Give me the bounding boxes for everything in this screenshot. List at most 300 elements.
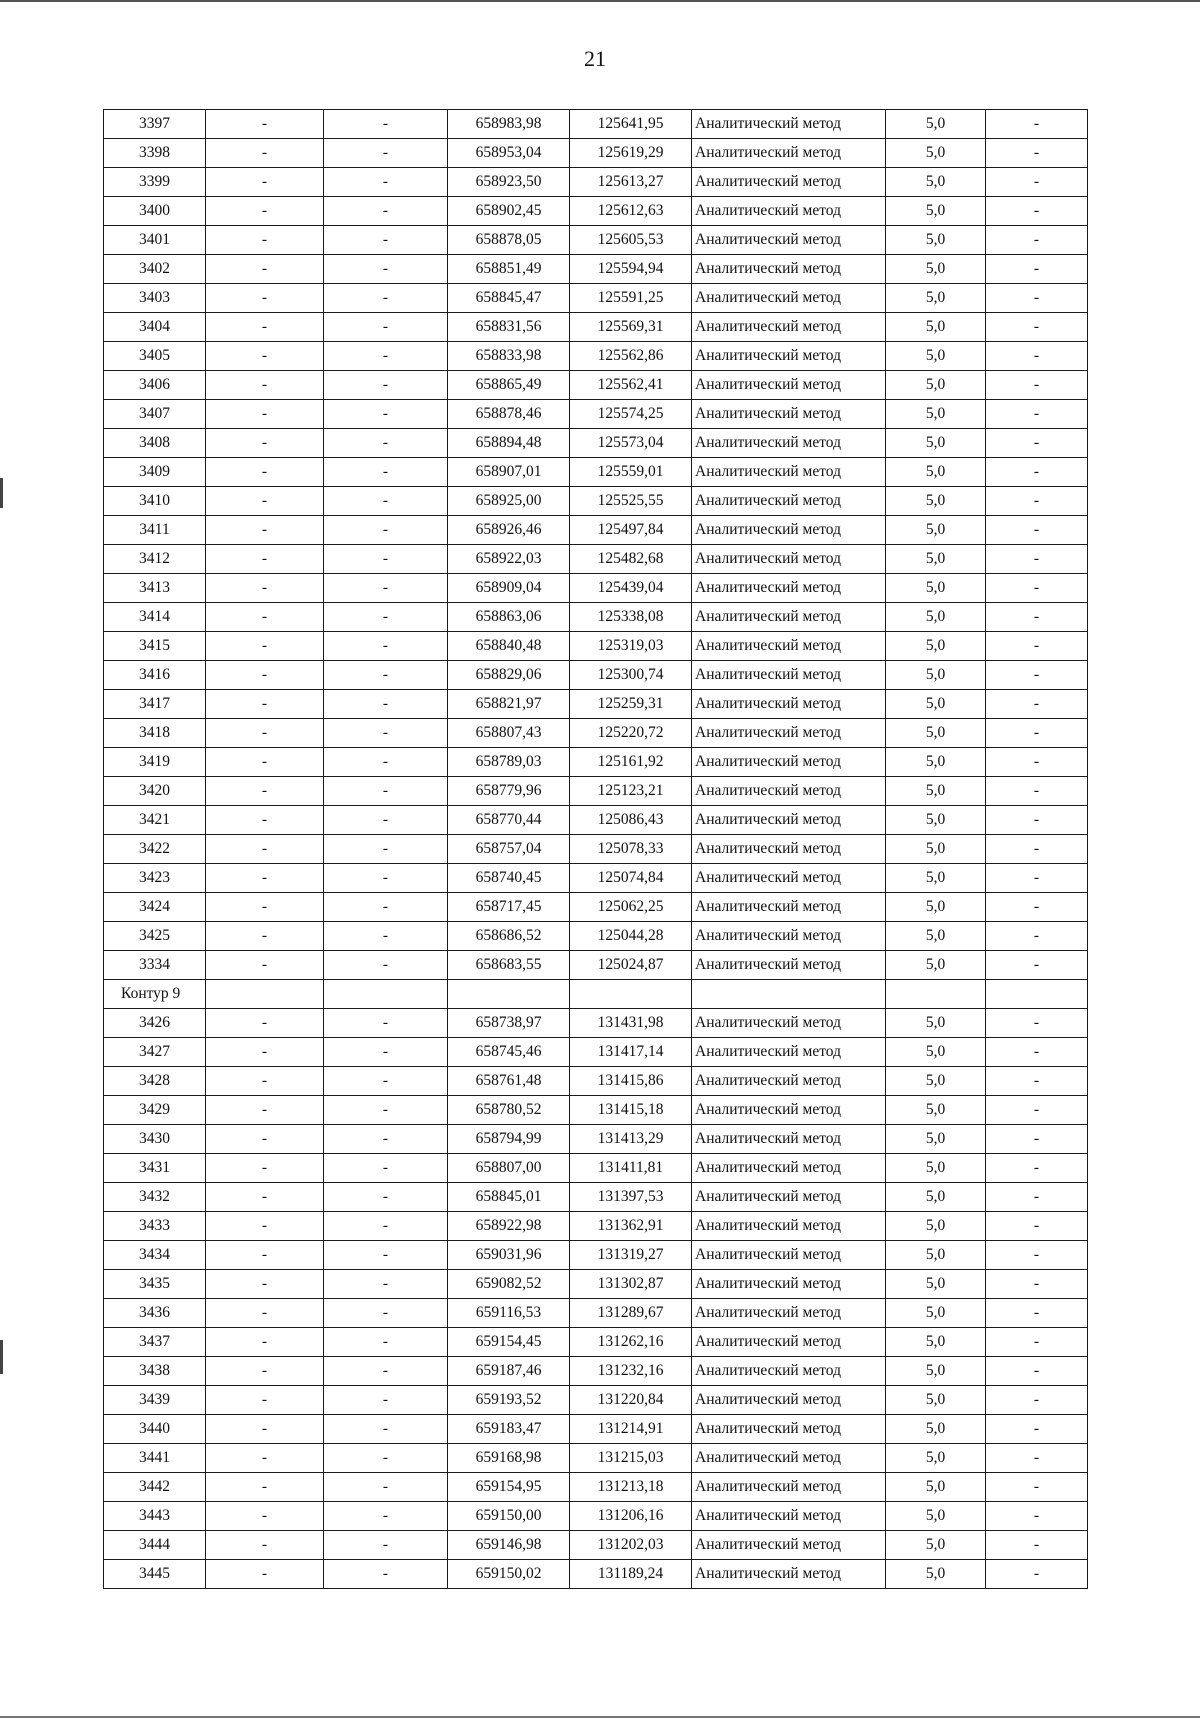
empty-value-cell: - [206, 284, 324, 313]
section-label: Контур 9 [104, 980, 206, 1009]
point-number-cell: 3402 [104, 255, 206, 284]
empty-value-cell: - [206, 1531, 324, 1560]
point-number-cell: 3425 [104, 922, 206, 951]
point-number-cell: 3417 [104, 690, 206, 719]
accuracy-cell: 5,0 [886, 1560, 986, 1589]
table-row [104, 1560, 1088, 1589]
table-row [104, 1183, 1088, 1212]
y-coordinate-cell: 131262,16 [570, 1328, 692, 1357]
empty-value-cell: - [986, 864, 1088, 893]
y-coordinate-cell: 131413,29 [570, 1125, 692, 1154]
empty-value-cell: - [206, 168, 324, 197]
empty-value-cell: - [986, 139, 1088, 168]
y-coordinate-cell: 125591,25 [570, 284, 692, 313]
empty-value-cell: - [206, 1415, 324, 1444]
empty-value-cell: - [206, 487, 324, 516]
table-row [104, 922, 1088, 951]
table-row [104, 429, 1088, 458]
empty-value-cell: - [986, 574, 1088, 603]
empty-value-cell: - [206, 1560, 324, 1589]
accuracy-cell: 5,0 [886, 1096, 986, 1125]
accuracy-cell: 5,0 [886, 574, 986, 603]
empty-value-cell: - [206, 1038, 324, 1067]
empty-value-cell: - [986, 110, 1088, 139]
empty-value-cell: - [324, 1357, 448, 1386]
y-coordinate-cell: 131232,16 [570, 1357, 692, 1386]
point-number-cell: 3414 [104, 603, 206, 632]
empty-value-cell: - [324, 1270, 448, 1299]
empty-value-cell: - [324, 632, 448, 661]
table-row [104, 168, 1088, 197]
coordinates-table [103, 109, 1088, 1589]
x-coordinate-cell: 658794,99 [448, 1125, 570, 1154]
table-row [104, 313, 1088, 342]
method-cell: Аналитический метод [692, 922, 886, 951]
empty-value-cell: - [206, 1009, 324, 1038]
empty-value-cell: - [324, 1212, 448, 1241]
x-coordinate-cell: 658683,55 [448, 951, 570, 980]
x-coordinate-cell: 659168,98 [448, 1444, 570, 1473]
empty-value-cell: - [986, 1386, 1088, 1415]
empty-value-cell: - [324, 1183, 448, 1212]
point-number-cell: 3434 [104, 1241, 206, 1270]
point-number-cell: 3403 [104, 284, 206, 313]
empty-value-cell: - [986, 1531, 1088, 1560]
empty-value-cell: - [324, 1067, 448, 1096]
empty-value-cell: - [206, 1357, 324, 1386]
empty-value-cell: - [324, 1531, 448, 1560]
point-number-cell: 3438 [104, 1357, 206, 1386]
table-row [104, 1038, 1088, 1067]
empty-value-cell: - [206, 342, 324, 371]
method-cell: Аналитический метод [692, 458, 886, 487]
method-cell: Аналитический метод [692, 1299, 886, 1328]
point-number-cell: 3421 [104, 806, 206, 835]
empty-value-cell: - [324, 1415, 448, 1444]
empty-value-cell: - [206, 1125, 324, 1154]
y-coordinate-cell: 125594,94 [570, 255, 692, 284]
point-number-cell: 3404 [104, 313, 206, 342]
empty-value-cell: - [206, 400, 324, 429]
method-cell: Аналитический метод [692, 487, 886, 516]
accuracy-cell: 5,0 [886, 342, 986, 371]
point-number-cell: 3445 [104, 1560, 206, 1589]
accuracy-cell: 5,0 [886, 748, 986, 777]
table-row [104, 1502, 1088, 1531]
accuracy-cell: 5,0 [886, 922, 986, 951]
table-row [104, 284, 1088, 313]
x-coordinate-cell: 658851,49 [448, 255, 570, 284]
point-number-cell: 3419 [104, 748, 206, 777]
empty-value-cell: - [324, 603, 448, 632]
y-coordinate-cell: 131220,84 [570, 1386, 692, 1415]
empty-value-cell: - [206, 255, 324, 284]
table-row [104, 545, 1088, 574]
method-cell: Аналитический метод [692, 1357, 886, 1386]
empty-value-cell: - [324, 487, 448, 516]
table-row [104, 690, 1088, 719]
x-coordinate-cell: 658983,98 [448, 110, 570, 139]
x-coordinate-cell: 659031,96 [448, 1241, 570, 1270]
y-coordinate-cell: 125123,21 [570, 777, 692, 806]
method-cell: Аналитический метод [692, 429, 886, 458]
scan-edge-mark [0, 478, 3, 508]
y-coordinate-cell: 125641,95 [570, 110, 692, 139]
empty-value-cell: - [986, 719, 1088, 748]
table-row [104, 1067, 1088, 1096]
empty-value-cell: - [206, 371, 324, 400]
x-coordinate-cell: 659116,53 [448, 1299, 570, 1328]
empty-value-cell: - [986, 458, 1088, 487]
method-cell: Аналитический метод [692, 400, 886, 429]
table-row [104, 1241, 1088, 1270]
accuracy-cell: 5,0 [886, 429, 986, 458]
empty-value-cell: - [986, 922, 1088, 951]
table-row [104, 516, 1088, 545]
method-cell: Аналитический метод [692, 139, 886, 168]
table-row [104, 777, 1088, 806]
method-cell: Аналитический метод [692, 690, 886, 719]
empty-cell [324, 980, 448, 1009]
empty-value-cell: - [986, 197, 1088, 226]
point-number-cell: 3334 [104, 951, 206, 980]
x-coordinate-cell: 658863,06 [448, 603, 570, 632]
table-row [104, 1154, 1088, 1183]
accuracy-cell: 5,0 [886, 719, 986, 748]
empty-value-cell: - [324, 226, 448, 255]
method-cell: Аналитический метод [692, 603, 886, 632]
y-coordinate-cell: 131397,53 [570, 1183, 692, 1212]
x-coordinate-cell: 658923,50 [448, 168, 570, 197]
y-coordinate-cell: 125562,86 [570, 342, 692, 371]
x-coordinate-cell: 659154,95 [448, 1473, 570, 1502]
method-cell: Аналитический метод [692, 1125, 886, 1154]
x-coordinate-cell: 658821,97 [448, 690, 570, 719]
accuracy-cell: 5,0 [886, 632, 986, 661]
method-cell: Аналитический метод [692, 893, 886, 922]
table-row [104, 835, 1088, 864]
empty-value-cell: - [206, 806, 324, 835]
accuracy-cell: 5,0 [886, 1125, 986, 1154]
table-row [104, 1328, 1088, 1357]
empty-value-cell: - [324, 661, 448, 690]
table-row [104, 1357, 1088, 1386]
x-coordinate-cell: 659187,46 [448, 1357, 570, 1386]
x-coordinate-cell: 658865,49 [448, 371, 570, 400]
empty-value-cell: - [206, 690, 324, 719]
empty-value-cell: - [206, 951, 324, 980]
method-cell: Аналитический метод [692, 1270, 886, 1299]
y-coordinate-cell: 125078,33 [570, 835, 692, 864]
empty-value-cell: - [206, 1502, 324, 1531]
method-cell: Аналитический метод [692, 168, 886, 197]
section-header-row [104, 980, 1088, 1009]
empty-value-cell: - [986, 284, 1088, 313]
point-number-cell: 3410 [104, 487, 206, 516]
accuracy-cell: 5,0 [886, 1270, 986, 1299]
empty-value-cell: - [206, 748, 324, 777]
y-coordinate-cell: 131415,86 [570, 1067, 692, 1096]
empty-value-cell: - [206, 1299, 324, 1328]
point-number-cell: 3426 [104, 1009, 206, 1038]
point-number-cell: 3420 [104, 777, 206, 806]
x-coordinate-cell: 658833,98 [448, 342, 570, 371]
accuracy-cell: 5,0 [886, 835, 986, 864]
empty-value-cell: - [986, 487, 1088, 516]
point-number-cell: 3423 [104, 864, 206, 893]
bottom-scan-border [0, 1716, 1200, 1718]
accuracy-cell: 5,0 [886, 1357, 986, 1386]
table-row [104, 1386, 1088, 1415]
point-number-cell: 3442 [104, 1473, 206, 1502]
x-coordinate-cell: 658845,47 [448, 284, 570, 313]
empty-value-cell: - [986, 632, 1088, 661]
accuracy-cell: 5,0 [886, 545, 986, 574]
empty-value-cell: - [986, 1328, 1088, 1357]
table-body [104, 110, 1088, 1589]
y-coordinate-cell: 125086,43 [570, 806, 692, 835]
method-cell: Аналитический метод [692, 226, 886, 255]
method-cell: Аналитический метод [692, 1009, 886, 1038]
method-cell: Аналитический метод [692, 777, 886, 806]
y-coordinate-cell: 125300,74 [570, 661, 692, 690]
x-coordinate-cell: 659154,45 [448, 1328, 570, 1357]
accuracy-cell: 5,0 [886, 661, 986, 690]
point-number-cell: 3398 [104, 139, 206, 168]
x-coordinate-cell: 659146,98 [448, 1531, 570, 1560]
point-number-cell: 3431 [104, 1154, 206, 1183]
empty-value-cell: - [986, 1560, 1088, 1589]
accuracy-cell: 5,0 [886, 1473, 986, 1502]
method-cell: Аналитический метод [692, 1328, 886, 1357]
method-cell: Аналитический метод [692, 1183, 886, 1212]
empty-value-cell: - [206, 603, 324, 632]
empty-value-cell: - [324, 777, 448, 806]
table-row [104, 893, 1088, 922]
point-number-cell: 3413 [104, 574, 206, 603]
empty-value-cell: - [986, 1067, 1088, 1096]
y-coordinate-cell: 125439,04 [570, 574, 692, 603]
table-row [104, 1531, 1088, 1560]
point-number-cell: 3435 [104, 1270, 206, 1299]
point-number-cell: 3428 [104, 1067, 206, 1096]
empty-value-cell: - [206, 1096, 324, 1125]
empty-value-cell: - [324, 313, 448, 342]
x-coordinate-cell: 658757,04 [448, 835, 570, 864]
empty-cell [206, 980, 324, 1009]
accuracy-cell: 5,0 [886, 284, 986, 313]
table-row [104, 342, 1088, 371]
y-coordinate-cell: 131362,91 [570, 1212, 692, 1241]
empty-value-cell: - [324, 864, 448, 893]
empty-cell [692, 980, 886, 1009]
method-cell: Аналитический метод [692, 342, 886, 371]
empty-value-cell: - [206, 429, 324, 458]
y-coordinate-cell: 131214,91 [570, 1415, 692, 1444]
y-coordinate-cell: 125062,25 [570, 893, 692, 922]
accuracy-cell: 5,0 [886, 1502, 986, 1531]
empty-cell [448, 980, 570, 1009]
table-row [104, 1415, 1088, 1444]
y-coordinate-cell: 125525,55 [570, 487, 692, 516]
empty-cell [986, 980, 1088, 1009]
empty-value-cell: - [986, 1415, 1088, 1444]
y-coordinate-cell: 131289,67 [570, 1299, 692, 1328]
x-coordinate-cell: 658779,96 [448, 777, 570, 806]
empty-cell [886, 980, 986, 1009]
y-coordinate-cell: 125074,84 [570, 864, 692, 893]
method-cell: Аналитический метод [692, 1096, 886, 1125]
empty-value-cell: - [206, 777, 324, 806]
empty-value-cell: - [206, 139, 324, 168]
top-scan-border [0, 0, 1200, 2]
empty-value-cell: - [986, 690, 1088, 719]
empty-value-cell: - [986, 1444, 1088, 1473]
empty-value-cell: - [986, 603, 1088, 632]
empty-value-cell: - [324, 951, 448, 980]
accuracy-cell: 5,0 [886, 139, 986, 168]
empty-value-cell: - [206, 1067, 324, 1096]
accuracy-cell: 5,0 [886, 400, 986, 429]
empty-value-cell: - [986, 255, 1088, 284]
empty-value-cell: - [986, 1299, 1088, 1328]
method-cell: Аналитический метод [692, 1067, 886, 1096]
y-coordinate-cell: 125259,31 [570, 690, 692, 719]
empty-value-cell: - [206, 1270, 324, 1299]
empty-value-cell: - [324, 748, 448, 777]
point-number-cell: 3443 [104, 1502, 206, 1531]
accuracy-cell: 5,0 [886, 255, 986, 284]
y-coordinate-cell: 125613,27 [570, 168, 692, 197]
empty-value-cell: - [206, 1444, 324, 1473]
empty-value-cell: - [206, 632, 324, 661]
x-coordinate-cell: 658845,01 [448, 1183, 570, 1212]
y-coordinate-cell: 125605,53 [570, 226, 692, 255]
empty-value-cell: - [324, 284, 448, 313]
accuracy-cell: 5,0 [886, 1415, 986, 1444]
point-number-cell: 3444 [104, 1531, 206, 1560]
empty-value-cell: - [206, 516, 324, 545]
empty-value-cell: - [986, 806, 1088, 835]
x-coordinate-cell: 658745,46 [448, 1038, 570, 1067]
point-number-cell: 3424 [104, 893, 206, 922]
point-number-cell: 3440 [104, 1415, 206, 1444]
empty-value-cell: - [206, 1328, 324, 1357]
method-cell: Аналитический метод [692, 748, 886, 777]
table-row [104, 226, 1088, 255]
point-number-cell: 3401 [104, 226, 206, 255]
table-row [104, 1473, 1088, 1502]
empty-value-cell: - [206, 835, 324, 864]
y-coordinate-cell: 125612,63 [570, 197, 692, 226]
point-number-cell: 3405 [104, 342, 206, 371]
empty-value-cell: - [986, 1241, 1088, 1270]
empty-value-cell: - [986, 168, 1088, 197]
empty-value-cell: - [206, 893, 324, 922]
accuracy-cell: 5,0 [886, 1386, 986, 1415]
y-coordinate-cell: 131417,14 [570, 1038, 692, 1067]
method-cell: Аналитический метод [692, 313, 886, 342]
y-coordinate-cell: 125497,84 [570, 516, 692, 545]
x-coordinate-cell: 658925,00 [448, 487, 570, 516]
point-number-cell: 3411 [104, 516, 206, 545]
point-number-cell: 3430 [104, 1125, 206, 1154]
empty-value-cell: - [206, 719, 324, 748]
accuracy-cell: 5,0 [886, 371, 986, 400]
point-number-cell: 3400 [104, 197, 206, 226]
x-coordinate-cell: 658907,01 [448, 458, 570, 487]
empty-value-cell: - [206, 458, 324, 487]
method-cell: Аналитический метод [692, 1212, 886, 1241]
empty-value-cell: - [324, 429, 448, 458]
x-coordinate-cell: 658909,04 [448, 574, 570, 603]
method-cell: Аналитический метод [692, 110, 886, 139]
empty-value-cell: - [324, 168, 448, 197]
table-row [104, 951, 1088, 980]
x-coordinate-cell: 659150,02 [448, 1560, 570, 1589]
y-coordinate-cell: 131411,81 [570, 1154, 692, 1183]
table-row [104, 458, 1088, 487]
empty-value-cell: - [324, 1038, 448, 1067]
empty-value-cell: - [324, 719, 448, 748]
method-cell: Аналитический метод [692, 371, 886, 400]
empty-value-cell: - [324, 1386, 448, 1415]
x-coordinate-cell: 658738,97 [448, 1009, 570, 1038]
table-row [104, 197, 1088, 226]
x-coordinate-cell: 658902,45 [448, 197, 570, 226]
y-coordinate-cell: 131319,27 [570, 1241, 692, 1270]
point-number-cell: 3397 [104, 110, 206, 139]
point-number-cell: 3409 [104, 458, 206, 487]
table-row [104, 661, 1088, 690]
empty-value-cell: - [206, 313, 324, 342]
empty-value-cell: - [206, 197, 324, 226]
accuracy-cell: 5,0 [886, 1531, 986, 1560]
empty-value-cell: - [206, 1212, 324, 1241]
table-row [104, 110, 1088, 139]
point-number-cell: 3416 [104, 661, 206, 690]
empty-value-cell: - [986, 1473, 1088, 1502]
table-row [104, 574, 1088, 603]
y-coordinate-cell: 125619,29 [570, 139, 692, 168]
point-number-cell: 3412 [104, 545, 206, 574]
x-coordinate-cell: 658926,46 [448, 516, 570, 545]
method-cell: Аналитический метод [692, 951, 886, 980]
accuracy-cell: 5,0 [886, 487, 986, 516]
accuracy-cell: 5,0 [886, 951, 986, 980]
x-coordinate-cell: 658807,43 [448, 719, 570, 748]
method-cell: Аналитический метод [692, 1502, 886, 1531]
accuracy-cell: 5,0 [886, 864, 986, 893]
y-coordinate-cell: 131189,24 [570, 1560, 692, 1589]
accuracy-cell: 5,0 [886, 1444, 986, 1473]
empty-value-cell: - [986, 1125, 1088, 1154]
table-row [104, 864, 1088, 893]
method-cell: Аналитический метод [692, 1415, 886, 1444]
empty-value-cell: - [206, 864, 324, 893]
empty-value-cell: - [986, 1502, 1088, 1531]
method-cell: Аналитический метод [692, 1386, 886, 1415]
method-cell: Аналитический метод [692, 197, 886, 226]
empty-value-cell: - [986, 748, 1088, 777]
y-coordinate-cell: 131206,16 [570, 1502, 692, 1531]
y-coordinate-cell: 125319,03 [570, 632, 692, 661]
empty-value-cell: - [324, 1241, 448, 1270]
empty-value-cell: - [986, 1212, 1088, 1241]
empty-value-cell: - [206, 661, 324, 690]
y-coordinate-cell: 125220,72 [570, 719, 692, 748]
table-row [104, 400, 1088, 429]
